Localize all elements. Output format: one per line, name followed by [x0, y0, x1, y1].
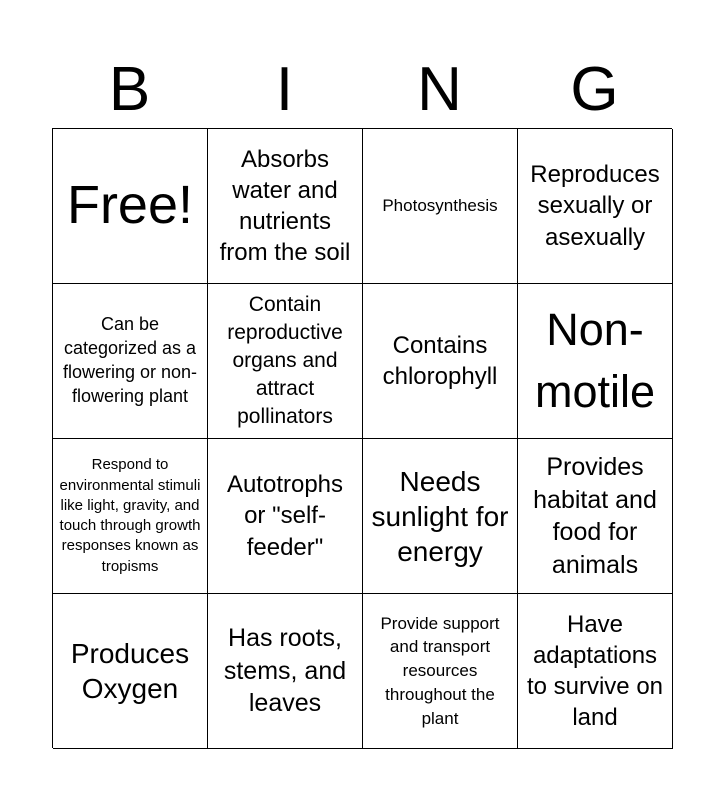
- cell-text: Contains chlorophyll: [382, 331, 498, 390]
- cell-text: Produces Oxygen: [70, 638, 190, 704]
- bingo-card-grid: [52, 128, 672, 748]
- cell-text: Has roots, stems, and leaves: [223, 624, 347, 718]
- bingo-cell: [208, 284, 363, 439]
- bingo-cell: [518, 284, 673, 439]
- bingo-header: [52, 52, 672, 128]
- header-letter-n: N: [417, 55, 462, 124]
- bingo-cell: [53, 594, 208, 749]
- header-letter-i: I: [275, 55, 294, 124]
- cell-text: Respond to environmental stimuli like light, gravity, and touch through growth responses known as tropisms: [59, 456, 201, 575]
- bingo-cell: [53, 439, 208, 594]
- cell-text: Photosynthesis: [382, 196, 498, 216]
- bingo-cell: [518, 129, 673, 284]
- cell-text: Have adaptations to survive on land: [526, 610, 664, 732]
- cell-text: Needs sunlight for energy: [371, 465, 509, 567]
- header-letter-b: B: [108, 55, 151, 124]
- bingo-cell: [208, 594, 363, 749]
- cell-text: Absorbs water and nutrients from the soil: [219, 145, 351, 267]
- bingo-cell: [53, 284, 208, 439]
- bingo-cell: [518, 439, 673, 594]
- bingo-cell-free: [53, 129, 208, 284]
- cell-text: Free!: [66, 175, 194, 236]
- header-letter-g: G: [570, 55, 619, 124]
- cell-text: Can be categorized as a flowering or non-flowering plant: [62, 314, 198, 406]
- bingo-cell: [363, 129, 518, 284]
- cell-text: Provide support and transport resources throughout the plant: [380, 613, 500, 728]
- bingo-cell: [518, 594, 673, 749]
- cell-text: Reproduces sexually or asexually: [530, 161, 660, 251]
- cell-text: Contain reproductive organs and attract pollinators: [227, 293, 343, 428]
- bingo-cell: [363, 284, 518, 439]
- bingo-cell: [363, 594, 518, 749]
- bingo-cell: [208, 439, 363, 594]
- cell-text: Non-motile: [534, 304, 656, 417]
- bingo-cell: [363, 439, 518, 594]
- bingo-cell: [208, 129, 363, 284]
- cell-text: Autotrophs or "self-feeder": [226, 471, 344, 561]
- cell-text: Provides habitat and food for animals: [533, 453, 657, 579]
